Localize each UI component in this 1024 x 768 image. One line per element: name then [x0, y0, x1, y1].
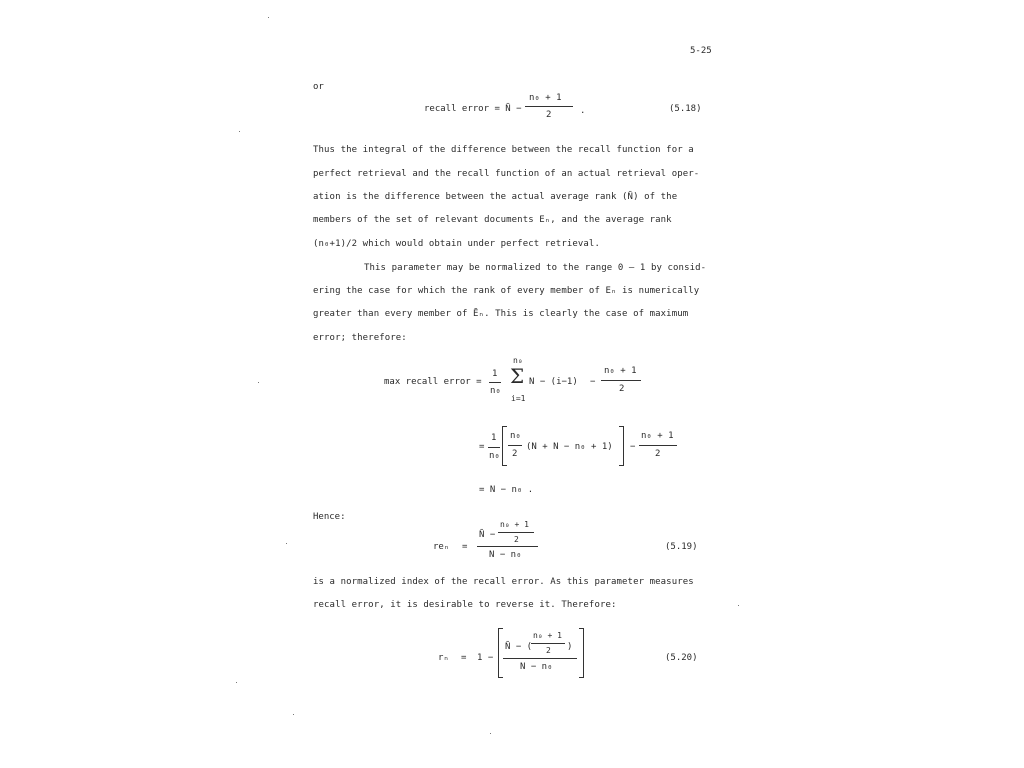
paragraph-line: members of the set of relevant documents Eₙ, and the average rank [313, 215, 672, 225]
eq19-num-left: N̄ − [479, 530, 496, 540]
eq20-num-right: ) [567, 642, 573, 652]
sum-upper-limit: n₀ [513, 356, 523, 365]
paragraph-line: (n₀+1)/2 which would obtain under perfect retrieval. [313, 239, 600, 249]
line2-fraction-bar-2 [639, 445, 677, 446]
eq18-numerator: n₀ + 1 [529, 93, 562, 103]
paragraph-line: ation is the difference between the actual average rank (N̄) of the [313, 192, 678, 202]
max-eq-n0: n₀ [490, 386, 501, 396]
line2-minus: − [630, 442, 636, 452]
eq19-label: (5.19) [665, 542, 698, 552]
scan-speck [236, 682, 237, 683]
line3: = N − n₀ . [479, 485, 534, 495]
eq19-inner-numerator: n₀ + 1 [500, 520, 529, 529]
line2-n0: n₀ [489, 451, 500, 461]
line2-inner-term: (N + N − n₀ + 1) [526, 442, 613, 452]
scan-speck [258, 382, 259, 383]
eq20-lhs: rₙ [438, 653, 449, 663]
eq19-equals: = [462, 542, 468, 552]
eq20-one-minus: 1 − [477, 653, 494, 663]
scan-speck [268, 17, 269, 18]
eq18-dot: . [580, 106, 586, 116]
eq20-inner-numerator: n₀ + 1 [533, 631, 562, 640]
max-eq-numerator: n₀ + 1 [604, 366, 637, 376]
eq20-inner-denominator: 2 [546, 646, 551, 655]
left-bracket [502, 426, 507, 466]
paragraph-line: error; therefore: [313, 333, 407, 343]
eq20-fraction-bar [503, 658, 577, 659]
line2-inner-denominator: 2 [512, 449, 518, 459]
eq19-fraction-bar [477, 546, 538, 547]
eq20-right-bracket [579, 628, 584, 678]
eq20-inner-fraction-bar [531, 643, 565, 644]
max-eq-one: 1 [492, 369, 498, 379]
max-eq-denominator: 2 [619, 384, 625, 394]
line2-inner-fraction-bar [508, 445, 522, 446]
eq19-lhs: reₙ [433, 542, 450, 552]
eq19-inner-fraction-bar [498, 532, 534, 533]
paragraph-line: perfect retrieval and the recall function of an actual retrieval oper- [313, 169, 700, 179]
max-eq-lhs: max recall error = [384, 377, 482, 387]
scan-speck [239, 131, 240, 132]
line2-numerator: n₀ + 1 [641, 431, 674, 441]
or-word: or [313, 82, 324, 92]
sum-lower-limit: i=1 [511, 394, 526, 403]
eq19-inner-denominator: 2 [514, 535, 519, 544]
eq20-label: (5.20) [665, 653, 698, 663]
eq18-lhs: recall error = N̄ − [424, 104, 522, 114]
paragraph-line: recall error, it is desirable to reverse it. Therefore: [313, 600, 617, 610]
eq18-denominator: 2 [546, 110, 552, 120]
summation-icon: Σ [510, 364, 525, 388]
paragraph-line: is a normalized index of the recall error. As this parameter measures [313, 577, 694, 587]
eq20-num-left: N̄ − ( [505, 642, 533, 652]
scan-speck [738, 605, 739, 606]
line2-one: 1 [491, 433, 497, 443]
eq20-left-bracket [498, 628, 503, 678]
scan-speck [490, 733, 491, 734]
right-bracket [619, 426, 624, 466]
scan-speck [293, 714, 294, 715]
paragraph-line: This parameter may be normalized to the range 0 – 1 by consid- [364, 263, 707, 273]
paragraph-line: greater than every member of Ēₙ. This is clearly the case of maximum [313, 309, 689, 319]
hence-word: Hence: [313, 512, 346, 522]
max-eq-minus: − [590, 377, 596, 387]
line2-denominator: 2 [655, 449, 661, 459]
sum-term: N − (i−1) [529, 377, 578, 387]
eq19-denominator: N − n₀ [489, 550, 522, 560]
max-eq-fraction-bar [489, 382, 501, 383]
paragraph-line: ering the case for which the rank of every member of Eₙ is numerically [313, 286, 700, 296]
scan-speck [286, 543, 287, 544]
eq18-fraction-bar [525, 106, 573, 107]
eq18-label: (5.18) [669, 104, 702, 114]
eq20-denominator: N − n₀ [520, 662, 553, 672]
paragraph-line: Thus the integral of the difference between the recall function for a [313, 145, 694, 155]
eq20-equals: = [461, 653, 467, 663]
line2-fraction-bar [488, 447, 500, 448]
line2-equals: = [479, 442, 485, 452]
page-number: 5-25 [690, 46, 712, 56]
max-eq-fraction-bar-2 [601, 380, 641, 381]
line2-inner-numerator: n₀ [510, 431, 521, 441]
